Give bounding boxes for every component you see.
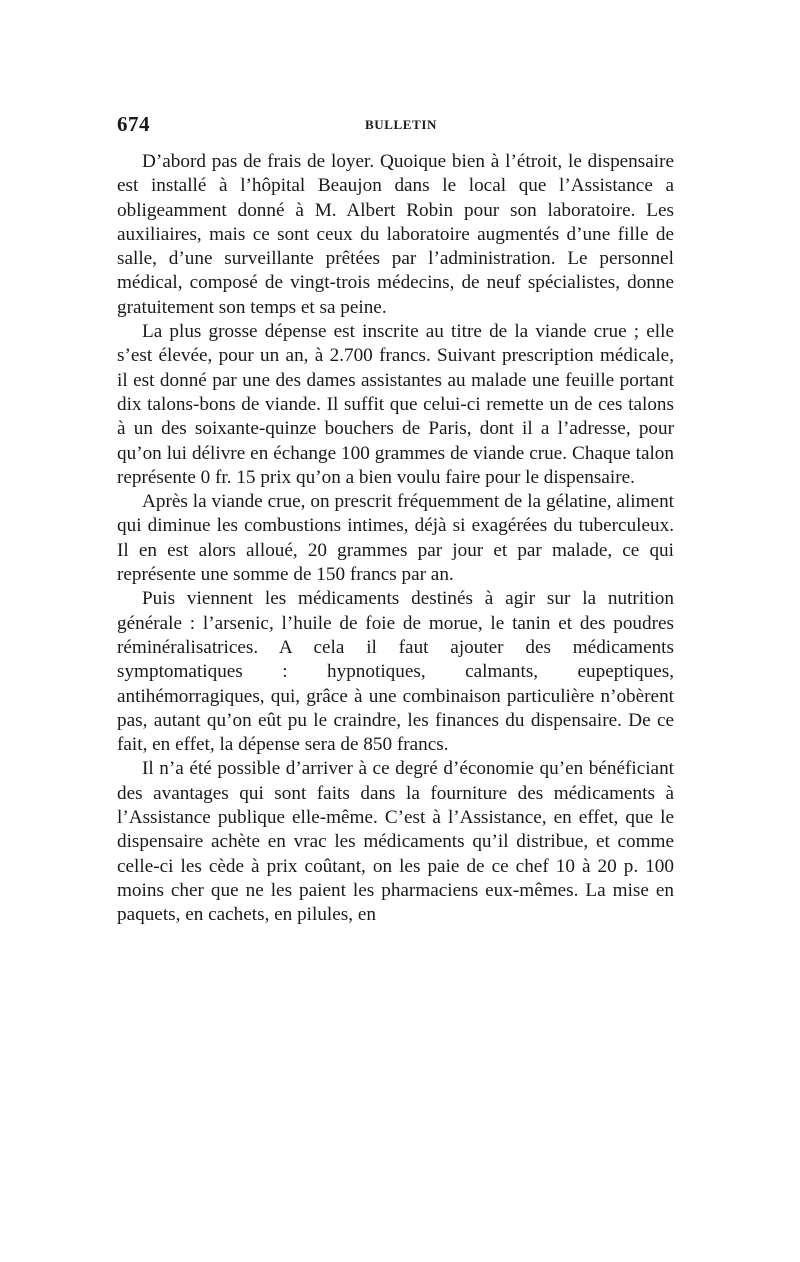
paragraph-economy: Il n’a été possible d’arriver à ce degré d’économie qu’en bénéficiant des avantages qui sont faits dans la fourniture des médicaments à l’Assistance publique elle-même. C’est à l’Assistance, en effet, que le dispensaire achète en vrac les médicaments qu’il distribue, et comme celle-ci les cède à prix coûtant, on les paie de ce chef 10 à 20 p. 100 moins cher que ne les paient les pharmaciens eux-mêmes. La mise en paquets, en cachets, en pilules, en: [117, 758, 674, 926]
paragraph-raw-meat: La plus grosse dépense est inscrite au titre de la viande crue ; elle s’est élevée, pour un an, à 2.700 francs. Suivant prescription médicale, il est donné par une des dames assistantes au malade une feuille portant dix talons-bons de viande. Il suffit que celui-ci remette un de ces talons à un des soixante-quinze bouchers de Paris, dont il a l’adresse, pour qu’on lui délivre en échange 100 grammes de viande crue. Chaque talon représente 0 fr. 15 prix qu’on a bien voulu faire pour le dispensaire.: [117, 321, 674, 488]
page-number: 674: [117, 112, 150, 136]
body-text: [117, 150, 674, 928]
running-head: [117, 112, 677, 142]
paragraph-medications: Puis viennent les médicaments destinés à agir sur la nutrition générale : l’arsenic, l’huile de foie de morue, le tanin et des poudres réminéralisatrices. A cela il faut ajouter des médicaments symptomatiques : hypnotiques, calmants, eupeptiques, antihémorragiques, qui, grâce à une combinaison particulière n’obèrent pas, autant qu’on eût pu le craindre, les finances du dispensaire. De ce fait, en effet, la dépense sera de 850 francs.: [117, 588, 674, 756]
paragraph-gelatine: Après la viande crue, on prescrit fréquemment de la gélatine, aliment qui diminue les combustions intimes, déjà si exagérées du tuberculeux. Il en est alors alloué, 20 grammes par jour et par malade, ce qui représente une somme de 150 francs par an.: [117, 491, 674, 586]
paragraph-rent: D’abord pas de frais de loyer. Quoique bien à l’étroit, le dispensaire est installé à l’hôpital Beaujon dans le local que l’Assistance a obligeamment donné à M. Albert Robin pour son laboratoire. Les auxiliaires, mais ce sont ceux du laboratoire augmentés d’une fille de salle, d’une surveillante prêtées par l’administration. Le personnel médical, composé de vingt-trois médecins, de neuf spécialistes, donne gratuitement son temps et sa peine.: [117, 151, 674, 318]
running-title: BULLETIN: [365, 117, 437, 132]
